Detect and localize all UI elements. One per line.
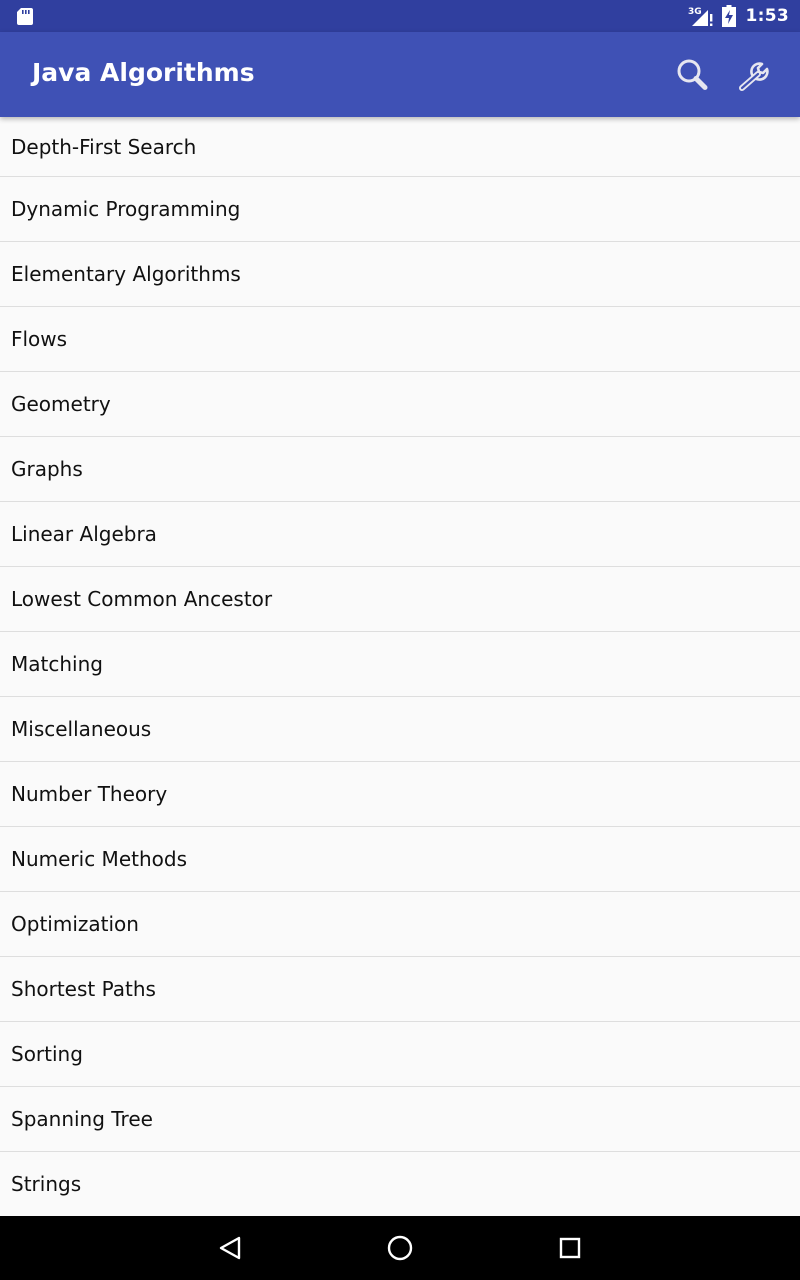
list-item[interactable] <box>0 957 800 1022</box>
app-bar <box>0 32 800 117</box>
home-button[interactable] <box>386 1234 414 1262</box>
navigation-bar <box>0 1216 800 1280</box>
list-item[interactable] <box>0 697 800 762</box>
list-item-label: Strings <box>11 1172 82 1196</box>
list-item[interactable] <box>0 567 800 632</box>
clock: 1:53 <box>745 6 789 26</box>
list-item[interactable] <box>0 892 800 957</box>
list-item-label: Depth-First Search <box>11 134 197 159</box>
list-item[interactable] <box>0 502 800 567</box>
list-item[interactable] <box>0 632 800 697</box>
list-item-label: Sorting <box>11 1042 83 1066</box>
list-item-label: Spanning Tree <box>11 1107 153 1131</box>
list-item-label: Shortest Paths <box>11 977 156 1001</box>
list-item-label: Optimization <box>11 912 139 936</box>
list-item-label: Numeric Methods <box>11 847 187 871</box>
list-item[interactable] <box>0 1087 800 1152</box>
list-item-label: Number Theory <box>11 782 168 806</box>
list-item-label: Dynamic Programming <box>11 197 241 221</box>
recents-button[interactable] <box>556 1234 584 1262</box>
status-bar <box>0 0 800 32</box>
list-item[interactable] <box>0 762 800 827</box>
sd-card-icon <box>16 7 34 25</box>
list-item[interactable] <box>0 242 800 307</box>
search-button[interactable] <box>672 55 712 95</box>
category-list <box>0 117 800 1216</box>
back-button[interactable] <box>216 1234 244 1262</box>
list-item[interactable] <box>0 437 800 502</box>
search-icon <box>672 55 712 95</box>
list-item-label: Miscellaneous <box>11 717 152 741</box>
svg-text:3G: 3G <box>687 7 702 17</box>
settings-button[interactable] <box>736 55 776 95</box>
list-item[interactable] <box>0 117 800 177</box>
settings-wrench-icon <box>736 55 776 95</box>
list-item-label: Lowest Common Ancestor <box>11 587 273 611</box>
list-item-label: Geometry <box>11 392 111 416</box>
list-item[interactable] <box>0 1152 800 1216</box>
recents-icon <box>556 1234 584 1262</box>
list-item[interactable] <box>0 827 800 892</box>
list-item[interactable] <box>0 372 800 437</box>
list-item[interactable] <box>0 177 800 242</box>
list-item[interactable] <box>0 1022 800 1087</box>
back-icon <box>216 1234 244 1262</box>
signal-3g-icon <box>688 5 714 27</box>
list-item-label: Graphs <box>11 457 83 481</box>
list-item-label: Linear Algebra <box>11 522 157 546</box>
list-item-label: Matching <box>11 652 103 676</box>
app-title: Java Algorithms <box>32 58 255 87</box>
list-item-label: Flows <box>11 327 68 351</box>
list-item-label: Elementary Algorithms <box>11 262 241 286</box>
list-item[interactable] <box>0 307 800 372</box>
home-icon <box>386 1234 414 1262</box>
battery-charging-icon <box>722 5 736 27</box>
